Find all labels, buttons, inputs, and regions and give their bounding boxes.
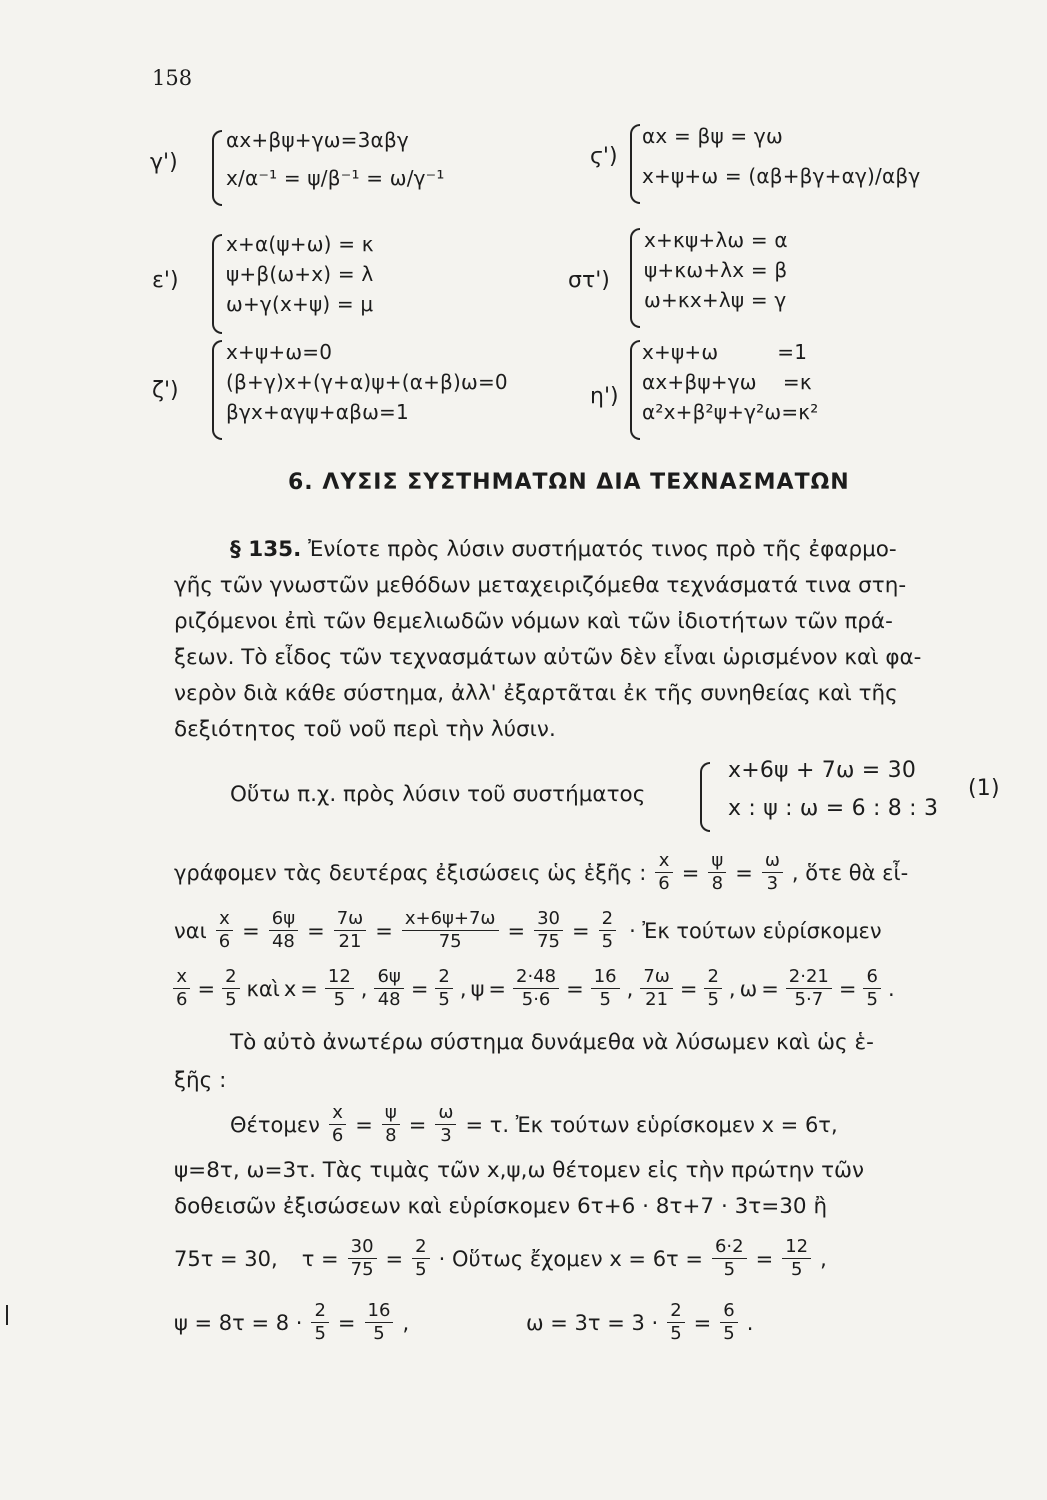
fraction: [402, 908, 499, 953]
numerator: 2: [412, 1236, 429, 1259]
numerator: 6·2: [712, 1236, 747, 1259]
variable: ω: [739, 976, 758, 1001]
system-line: αx+βψ+γω =κ: [642, 370, 812, 394]
paragraph-135: [174, 532, 1000, 748]
fraction: [435, 966, 452, 1011]
denominator: 8: [711, 873, 724, 894]
text: ω = 3τ = 3 ·: [526, 1310, 659, 1335]
denominator: 5: [314, 1323, 326, 1344]
system-zeta: [150, 334, 590, 444]
brace: [212, 340, 222, 440]
denominator: 48: [377, 989, 401, 1010]
numerator: x+6ψ+7ω: [402, 908, 499, 931]
denominator: 5: [790, 1259, 803, 1280]
system-line: (β+γ)x+(γ+α)ψ+(α+β)ω=0: [226, 370, 508, 394]
numerator: 2: [222, 966, 239, 989]
numerator: ω: [762, 850, 783, 873]
fraction: [640, 966, 673, 1011]
paragraph-line: ξεων. Τὸ εἶδος τῶν τεχνασμάτων αὐτῶν δὲν εἶναι ὡρισμένον καὶ φα-: [174, 645, 922, 670]
paragraph-line: γῆς τῶν γνωστῶν μεθόδων μεταχειριζόμεθα τεχνάσματά τινα στη-: [174, 573, 907, 598]
fraction: [269, 908, 298, 953]
fraction: [412, 1236, 429, 1281]
equals: =: [755, 1246, 774, 1271]
text: Θέτομεν: [230, 1112, 320, 1137]
numerator: 6ψ: [269, 908, 298, 931]
brace: [212, 234, 222, 334]
equals: =: [408, 1112, 427, 1137]
comma: ,: [459, 976, 467, 1001]
system-line: αx = βψ = γω: [642, 124, 783, 148]
denominator: 6: [176, 989, 188, 1010]
equals: =: [735, 860, 753, 885]
equals: =: [679, 976, 698, 1001]
denominator: 5: [225, 989, 237, 1010]
denominator: 48: [271, 931, 295, 952]
system-stigma: [590, 120, 930, 210]
section-heading: 6. ΛΥΣΙΣ ΣΥΣΤΗΜΑΤΩΝ ΔΙΑ ΤΕΧΝΑΣΜΑΤΩΝ: [288, 470, 850, 495]
denominator: 6: [218, 931, 231, 952]
denominator: 5: [601, 931, 614, 952]
solution-row: [170, 966, 895, 1011]
numerator: 2: [311, 1300, 328, 1323]
brace: [630, 124, 640, 204]
equals: =: [307, 918, 325, 943]
equals: =: [410, 976, 429, 1001]
denominator: 21: [338, 931, 362, 952]
fraction: [222, 966, 239, 1011]
write-row: [174, 850, 908, 895]
comma: ,: [360, 976, 368, 1001]
nai-row: [174, 908, 882, 953]
system-line: x+α(ψ+ω) = κ: [226, 232, 374, 256]
paragraph-number: § 135.: [230, 537, 302, 562]
system-gamma: [150, 128, 450, 208]
equals: =: [355, 1112, 373, 1137]
fraction: [329, 1102, 346, 1147]
final-row-psi: [174, 1300, 409, 1345]
paragraph-text: Ἐνίοτε πρὸς λύσιν συστήματός τινος πρὸ τῆς ἐφαρμο-: [308, 537, 897, 562]
page-number: 158: [152, 66, 193, 90]
fraction: [311, 1300, 328, 1345]
fraction: [863, 966, 880, 1011]
denominator: 3: [766, 873, 779, 894]
system-epsilon: [150, 228, 480, 338]
denominator: 5·7: [794, 989, 824, 1010]
numerator: 2: [704, 966, 721, 989]
denominator: 75: [537, 931, 561, 952]
fraction: [534, 908, 563, 953]
equals: =: [197, 976, 216, 1001]
fraction: [365, 1300, 394, 1345]
period: .: [887, 976, 895, 1001]
period: .: [746, 1310, 754, 1335]
system-line: ω+γ(x+ψ) = μ: [226, 292, 374, 316]
fraction: [216, 908, 233, 953]
numerator: 2·48: [513, 966, 559, 989]
comma: ,: [728, 976, 736, 1001]
denominator: 75: [438, 931, 462, 952]
fraction: [382, 1102, 400, 1147]
equation-number: (1): [968, 776, 1000, 801]
comma: ,: [626, 976, 634, 1001]
paragraph-line: [174, 532, 1000, 568]
fraction: [435, 1102, 456, 1147]
fraction: [591, 966, 620, 1011]
denominator: 5: [373, 1323, 385, 1344]
write-text: γράφομεν τὰς δευτέρας ἐξισώσεις ὡς ἑξῆς :: [174, 860, 647, 885]
fraction: [712, 1236, 747, 1281]
margin-mark: [6, 1305, 8, 1325]
comma: ,: [820, 1246, 827, 1271]
fraction: [667, 1300, 684, 1345]
fraction: [348, 1236, 377, 1281]
fraction: [374, 966, 403, 1011]
fraction: [173, 966, 190, 1011]
numerator: 6ψ: [374, 966, 403, 989]
tau-row: [174, 1236, 827, 1281]
system-line: x/α⁻¹ = ψ/β⁻¹ = ω/γ⁻¹: [226, 166, 445, 190]
numerator: 2·21: [786, 966, 832, 989]
system-label: η'): [590, 384, 619, 409]
equals: =: [566, 976, 584, 1001]
numerator: 2: [599, 908, 616, 931]
system-label: ε'): [152, 268, 179, 293]
numerator: 6: [720, 1300, 737, 1323]
system-eta: [590, 334, 930, 444]
system-line: x+ψ+ω =1: [642, 340, 808, 364]
system-line: ω+κx+λψ = γ: [644, 288, 787, 312]
system-sigma-tau: [568, 222, 928, 332]
variable: x: [283, 976, 297, 1001]
text: ναι: [174, 918, 207, 943]
denominator: 5: [599, 989, 611, 1010]
fraction: [704, 966, 721, 1011]
fraction: [334, 908, 367, 953]
final-row-omega: [526, 1300, 753, 1345]
equals: =: [681, 860, 700, 885]
numerator: 12: [325, 966, 354, 989]
equals: =: [507, 918, 526, 943]
equals: =: [385, 1246, 404, 1271]
system-line: x+6ψ + 7ω = 30: [728, 758, 917, 783]
brace: [630, 228, 640, 328]
denominator: 5: [333, 989, 346, 1010]
system-line: x+κψ+λω = α: [644, 228, 788, 252]
system-line: x+ψ+ω=0: [226, 340, 333, 364]
text: · Οὕτως ἔχομεν x = 6τ =: [438, 1246, 703, 1271]
denominator: 3: [440, 1125, 452, 1146]
fraction: [708, 850, 726, 895]
numerator: 12: [782, 1236, 811, 1259]
equals: =: [693, 1310, 712, 1335]
same-system-line: Τὸ αὐτὸ ἀνωτέρω σύστημα δυνάμεθα νὰ λύσωμεν καὶ ὡς ἑ-: [230, 1030, 874, 1055]
numerator: 2: [667, 1300, 684, 1323]
fraction: [655, 850, 672, 895]
example-intro: Οὕτω π.χ. πρὸς λύσιν τοῦ συστήματος: [230, 782, 646, 807]
system-line: ψ+β(ω+x) = λ: [226, 262, 374, 286]
system-line: x : ψ : ω = 6 : 8 : 3: [728, 796, 939, 821]
equals: =: [838, 976, 857, 1001]
brace: [700, 762, 710, 832]
text: 75τ = 30,: [174, 1246, 278, 1271]
equals: =: [572, 918, 590, 943]
system-line: αx+βψ+γω=3αβγ: [226, 128, 409, 152]
fraction: [325, 966, 354, 1011]
brace: [212, 130, 222, 206]
system-label: ζ'): [152, 378, 179, 403]
numerator: 16: [591, 966, 620, 989]
variable: ψ: [470, 976, 485, 1001]
numerator: x: [329, 1102, 346, 1125]
numerator: x: [216, 908, 233, 931]
brace: [630, 340, 640, 440]
numerator: 6: [863, 966, 880, 989]
denominator: 6: [331, 1125, 344, 1146]
text: , ὅτε θὰ εἶ-: [791, 860, 909, 885]
fraction: [786, 966, 832, 1011]
numerator: x: [655, 850, 672, 873]
paragraph-line: νερὸν διὰ κάθε σύστημα, ἀλλ' ἐξαρτᾶται ἐκ τῆς συνηθείας καὶ τῆς: [174, 681, 898, 706]
equals: =: [488, 976, 507, 1001]
equals: =: [761, 976, 779, 1001]
equals: =: [375, 918, 393, 943]
denominator: 21: [645, 989, 669, 1010]
text: = τ. Ἐκ τούτων εὑρίσκομεν x = 6τ,: [465, 1112, 838, 1137]
text: καὶ: [246, 976, 280, 1001]
numerator: 7ω: [640, 966, 673, 989]
denominator: 6: [658, 873, 670, 894]
equals: =: [300, 976, 318, 1001]
equals: =: [337, 1310, 356, 1335]
denominator: 5: [723, 1323, 735, 1344]
system-line: ψ+κω+λx = β: [644, 258, 788, 282]
paragraph-line: δεξιότητος τοῦ νοῦ περὶ τὴν λύσιν.: [174, 717, 556, 742]
numerator: ψ: [382, 1102, 400, 1125]
denominator: 8: [385, 1125, 397, 1146]
numerator: 7ω: [334, 908, 367, 931]
fraction: [762, 850, 783, 895]
psi-line: ψ=8τ, ω=3τ. Τὰς τιμὰς τῶν x,ψ,ω θέτομεν εἰς τὴν πρώτην τῶν: [174, 1158, 865, 1183]
system-line: α²x+β²ψ+γ²ω=κ²: [642, 400, 819, 424]
system-label: ϛ'): [590, 144, 618, 169]
exis-line: ξῆς :: [174, 1068, 227, 1093]
numerator: ω: [435, 1102, 456, 1125]
numerator: 2: [435, 966, 452, 989]
comma: ,: [402, 1310, 410, 1335]
fraction: [720, 1300, 737, 1345]
text: ψ = 8τ = 8 ·: [174, 1310, 303, 1335]
denominator: 75: [350, 1259, 374, 1280]
numerator: 30: [348, 1236, 377, 1259]
system-label: γ'): [150, 150, 178, 175]
denominator: 5·6: [521, 989, 551, 1010]
thetomen-row: [230, 1102, 838, 1147]
system-line: βγx+αγψ+αβω=1: [226, 400, 409, 424]
paragraph-line: ριζόμενοι ἐπὶ τῶν θεμελιωδῶν νόμων καὶ τῶν ἰδιοτήτων τῶν πρά-: [174, 609, 893, 634]
denominator: 5: [707, 989, 719, 1010]
system-line: x+ψ+ω = (αβ+βγ+αγ)/αβγ: [642, 164, 921, 188]
fraction: [782, 1236, 811, 1281]
fraction: [513, 966, 559, 1011]
equals: =: [242, 918, 260, 943]
numerator: ψ: [708, 850, 726, 873]
denominator: 5: [415, 1259, 427, 1280]
fraction: [599, 908, 616, 953]
example-system: [700, 756, 1020, 836]
dotheis-line: δοθεισῶν ἐξισώσεων καὶ εὑρίσκομεν 6τ+6 · 8τ+7 · 3τ=30 ἢ: [174, 1194, 828, 1219]
denominator: 5: [723, 1259, 736, 1280]
numerator: 16: [365, 1300, 394, 1323]
text: τ =: [301, 1246, 339, 1271]
denominator: 5: [670, 1323, 682, 1344]
denominator: 5: [438, 989, 450, 1010]
numerator: x: [173, 966, 190, 989]
system-label: στ'): [568, 268, 610, 293]
denominator: 5: [866, 989, 878, 1010]
text: · Ἐκ τούτων εὑρίσκομεν: [629, 918, 882, 943]
numerator: 30: [534, 908, 563, 931]
